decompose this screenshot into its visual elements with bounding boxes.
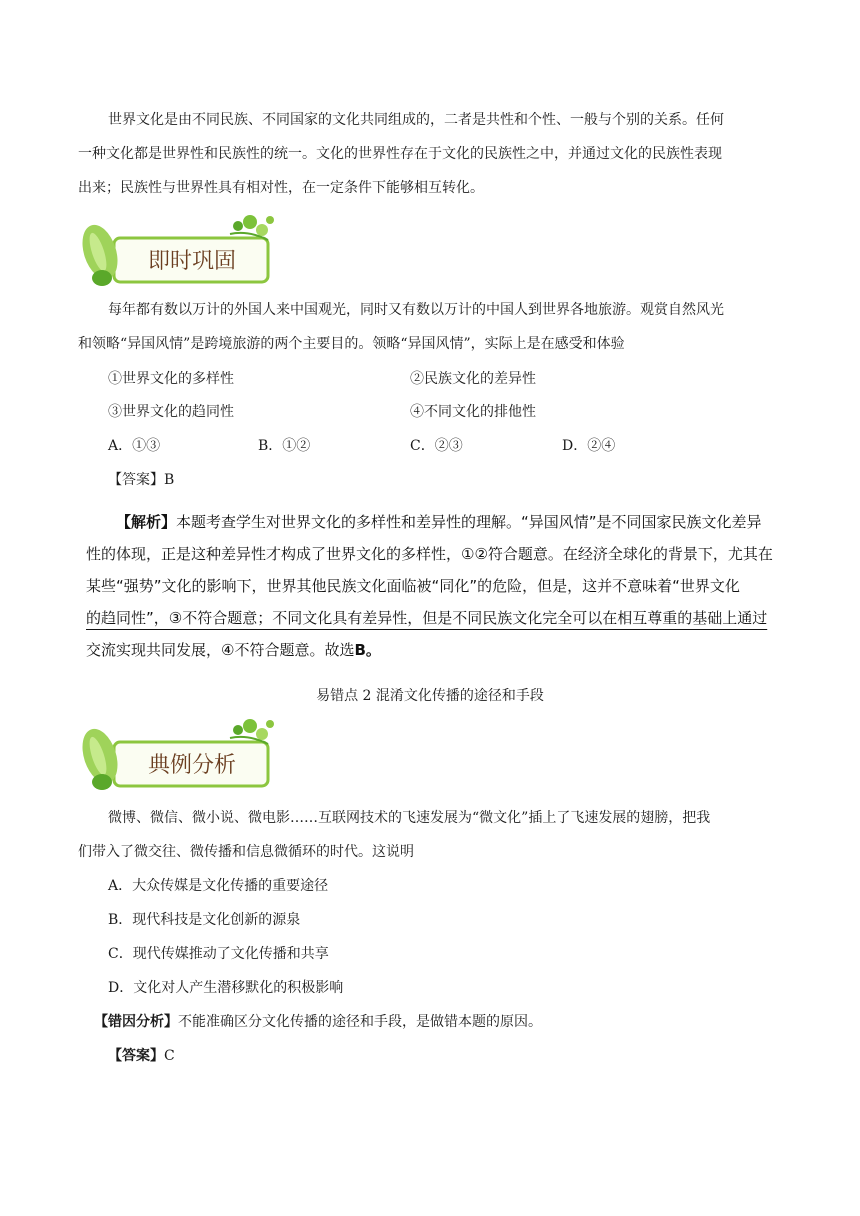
- explanation-final: B。: [354, 641, 381, 659]
- answer-tag: 【答案】: [108, 1048, 164, 1064]
- q1-item: ③世界文化的趋同性: [108, 404, 234, 420]
- q2-answer: [108, 1046, 175, 1066]
- explanation-line: 某些“强势”文化的影响下，世界其他民族文化面临被“同化”的危险，但是，这并不意味着“世界文化: [86, 577, 740, 595]
- section-title: 易错点 2 混淆文化传播的途径和手段: [316, 688, 544, 704]
- intro-line: 一种文化都是世界性和民族性的统一。文化的世界性存在于文化的民族性之中，并通过文化的民族性表现: [78, 146, 722, 162]
- explanation-line: 性的体现，正是这种差异性才构成了世界文化的多样性，①②符合题意。在经济全球化的背景下，尤其在: [86, 545, 773, 563]
- leaf-banner-icon: [80, 716, 280, 792]
- q1-stem-line: 每年都有数以万计的外国人来中国观光，同时又有数以万计的中国人到世界各地旅游。观赏自然风光: [108, 302, 724, 318]
- leaf-banner-icon: [80, 212, 280, 288]
- q1-stem-line: 和领略“异国风情”是跨境旅游的两个主要目的。领略“异国风情”，实际上是在感受和体验: [78, 336, 625, 352]
- badge-instant-review: [80, 212, 280, 292]
- intro-line: 出来；民族性与世界性具有相对性，在一定条件下能够相互转化。: [78, 180, 484, 196]
- q1-answer: [108, 470, 174, 490]
- q2-option-b: B．现代科技是文化创新的源泉: [108, 912, 301, 928]
- badge-title: 典例分析: [147, 753, 237, 778]
- answer-tag: 【答案】: [108, 472, 164, 488]
- answer-value: B: [164, 472, 175, 488]
- q1-option-a: A．①③: [108, 438, 161, 454]
- answer-value: C: [164, 1048, 175, 1064]
- q2-stem-line: 们带入了微交往、微传播和信息微循环的时代。这说明: [78, 844, 414, 860]
- explanation-line: 交流实现共同发展，④不符合题意。故选: [86, 641, 355, 659]
- q2-error-analysis: [94, 1012, 542, 1032]
- q2-option-c: C．现代传媒推动了文化传播和共享: [108, 946, 329, 962]
- q2-option-a: A．大众传媒是文化传播的重要途径: [108, 878, 329, 894]
- error-text: 不能准确区分文化传播的途径和手段，是做错本题的原因。: [178, 1014, 542, 1030]
- q1-option-d: D．②④: [562, 438, 616, 454]
- explanation-tag: 【解析】: [116, 513, 177, 531]
- error-tag: 【错因分析】: [94, 1014, 178, 1030]
- q1-item: ②民族文化的差异性: [410, 371, 536, 387]
- q2-option-d: D．文化对人产生潜移默化的积极影响: [108, 980, 344, 996]
- q1-item: ④不同文化的排他性: [410, 404, 536, 420]
- q1-item: ①世界文化的多样性: [108, 371, 234, 387]
- q1-option-c: C．②③: [410, 438, 463, 454]
- badge-title: 即时巩固: [147, 249, 237, 274]
- explanation-line: 的趋同性”，③不符合题意；不同文化具有差异性，但是不同民族文化完全可以在相互尊重的基础上通过: [86, 609, 768, 627]
- explanation-line: 本题考查学生对世界文化的多样性和差异性的理解。“异国风情”是不同国家民族文化差异: [176, 513, 762, 531]
- intro-line: 世界文化是由不同民族、不同国家的文化共同组成的，二者是共性和个性、一般与个别的关系。任何: [108, 112, 724, 128]
- q1-explanation: [86, 506, 776, 666]
- badge-example-analysis: [80, 716, 280, 796]
- q2-stem-line: 微博、微信、微小说、微电影……互联网技术的飞速发展为“微文化”插上了飞速发展的翅膀，把我: [108, 810, 711, 826]
- q1-option-b: B．①②: [258, 438, 311, 454]
